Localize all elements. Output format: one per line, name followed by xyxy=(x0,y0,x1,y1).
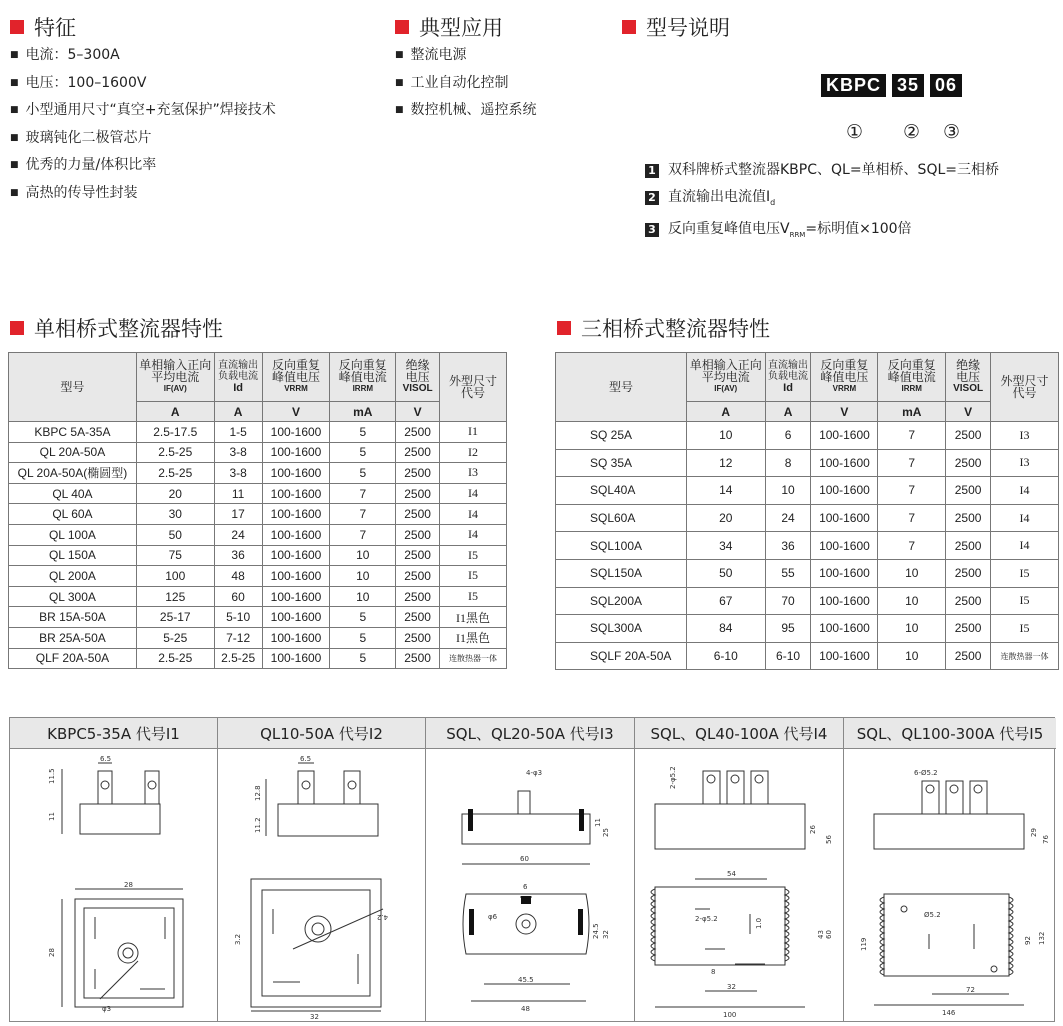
svg-text:φ6: φ6 xyxy=(488,913,498,921)
table-cell: 2500 xyxy=(396,627,440,648)
drawing-i2 xyxy=(218,718,426,1021)
svg-text:11.5: 11.5 xyxy=(48,768,56,784)
drawing-i1-title: KBPC5-35A 代号I1 xyxy=(10,718,217,749)
unit-cell: V xyxy=(811,402,878,422)
svg-text:100: 100 xyxy=(723,1011,737,1019)
table-cell: 5 xyxy=(330,422,396,443)
table-cell: I5 xyxy=(440,545,507,566)
table-cell: 10 xyxy=(330,566,396,587)
table-row xyxy=(9,648,507,669)
model-cell: QL 20A-50A xyxy=(9,442,137,463)
table-cell: 55 xyxy=(765,559,811,587)
table-row xyxy=(556,642,1059,670)
svg-text:28: 28 xyxy=(48,948,56,957)
table-cell: 67 xyxy=(686,587,765,615)
table-cell: 连散热器一体 xyxy=(440,648,507,669)
table-cell: 2500 xyxy=(946,559,991,587)
svg-text:32: 32 xyxy=(727,983,736,991)
table-cell: I1黑色 xyxy=(440,607,507,628)
table-cell: 100-1600 xyxy=(811,559,878,587)
table-row xyxy=(9,566,507,587)
single-phase-title: 单相桥式整流器特性 xyxy=(10,313,223,343)
table-cell: 2500 xyxy=(946,422,991,450)
model-cell: SQL40A xyxy=(556,477,687,505)
table-cell: 100-1600 xyxy=(262,648,330,669)
three-phase-title: 三相桥式整流器特性 xyxy=(557,313,770,343)
model-cell: KBPC 5A-35A xyxy=(9,422,137,443)
svg-text:25: 25 xyxy=(602,828,610,837)
svg-text:Ø5.2: Ø5.2 xyxy=(924,911,941,919)
table-cell: 30 xyxy=(136,504,214,525)
svg-text:3.2: 3.2 xyxy=(234,933,242,945)
table-cell: 8 xyxy=(765,449,811,477)
col-header-model: 型号 xyxy=(9,353,137,422)
svg-text:92: 92 xyxy=(1024,936,1032,945)
model-code xyxy=(821,74,962,97)
drawing-i3 xyxy=(426,718,635,1021)
col-header: 直流输出负载电流 Id xyxy=(214,353,262,402)
table-cell: 34 xyxy=(686,532,765,560)
unit-cell: A xyxy=(765,402,811,422)
table-cell: 100-1600 xyxy=(811,642,878,670)
table-row xyxy=(556,422,1059,450)
table-cell: 7 xyxy=(878,449,946,477)
table-row xyxy=(556,532,1059,560)
unit-cell: V xyxy=(396,402,440,422)
table-cell: 2500 xyxy=(396,442,440,463)
table-cell: 50 xyxy=(686,559,765,587)
red-square-icon xyxy=(622,20,636,34)
table-cell: 2500 xyxy=(946,532,991,560)
table-cell: I3 xyxy=(991,422,1059,450)
table-row xyxy=(9,483,507,504)
table-cell: 2500 xyxy=(946,642,991,670)
table-cell: 2500 xyxy=(946,504,991,532)
svg-text:2-φ5.2: 2-φ5.2 xyxy=(669,766,677,789)
model-cell: QL 40A xyxy=(9,483,137,504)
col-header: 反向重复峰值电压 VRRM xyxy=(811,353,878,402)
svg-text:28: 28 xyxy=(124,881,133,889)
table-cell: 10 xyxy=(878,642,946,670)
list-item: ■ 电压：100–1600V xyxy=(10,71,276,99)
table-cell: 70 xyxy=(765,587,811,615)
table-cell: 10 xyxy=(330,586,396,607)
table-cell: 5 xyxy=(330,627,396,648)
red-square-icon xyxy=(10,20,24,34)
table-cell: I5 xyxy=(991,559,1059,587)
table-cell: 84 xyxy=(686,615,765,643)
drawing-i4-figure xyxy=(635,749,844,1021)
drawing-i2-title: QL10-50A 代号I2 xyxy=(218,718,425,749)
col-header: 反向重复峰值电流 IRRM xyxy=(330,353,396,402)
table-cell: 7 xyxy=(330,524,396,545)
dimension-drawings xyxy=(9,717,1055,1022)
table-row xyxy=(9,607,507,628)
svg-text:8: 8 xyxy=(711,968,716,976)
table-cell: 10 xyxy=(765,477,811,505)
table-cell: 6 xyxy=(765,422,811,450)
col-header: 直流输出负载电流 Id xyxy=(765,353,811,402)
drawing-i5-title: SQL、QL100-300A 代号I5 xyxy=(844,718,1056,749)
model-cell: BR 15A-50A xyxy=(9,607,137,628)
svg-text:43: 43 xyxy=(817,930,825,939)
svg-text:32: 32 xyxy=(602,930,610,939)
table-cell: I4 xyxy=(991,477,1059,505)
svg-text:60: 60 xyxy=(825,930,833,939)
svg-text:1.0: 1.0 xyxy=(755,917,763,929)
model-cell: QL 60A xyxy=(9,504,137,525)
applications-title: 典型应用 xyxy=(395,12,503,42)
unit-cell: A xyxy=(686,402,765,422)
list-item: ■ 工业自动化控制 xyxy=(395,71,537,99)
svg-text:2-φ5.2: 2-φ5.2 xyxy=(695,915,718,923)
red-square-icon xyxy=(395,20,409,34)
table-cell: 100-1600 xyxy=(262,504,330,525)
table-row xyxy=(556,504,1059,532)
unit-cell: V xyxy=(946,402,991,422)
table-cell: 100-1600 xyxy=(262,607,330,628)
explain-line-2: 2 直流输出电流值$I_d$ xyxy=(645,184,999,216)
table-cell: I4 xyxy=(991,504,1059,532)
table-row xyxy=(9,586,507,607)
table-cell: I3 xyxy=(991,449,1059,477)
table-row xyxy=(9,545,507,566)
applications-list xyxy=(395,43,537,126)
single-phase-table xyxy=(8,352,507,669)
table-row xyxy=(556,587,1059,615)
svg-text:60: 60 xyxy=(520,855,529,863)
table-cell: 48 xyxy=(214,566,262,587)
model-cell: QL 20A-50A(椭圆型) xyxy=(9,463,137,484)
svg-text:4-φ3: 4-φ3 xyxy=(526,769,543,777)
table-cell: 75 xyxy=(136,545,214,566)
svg-text:119: 119 xyxy=(860,937,868,951)
svg-text:6.5: 6.5 xyxy=(300,755,312,763)
table-cell: 2500 xyxy=(396,463,440,484)
svg-text:11: 11 xyxy=(48,812,56,821)
model-cell: SQ 25A xyxy=(556,422,687,450)
col-header: 单相输入正向平均电流 IF(AV) xyxy=(136,353,214,402)
table-cell: 10 xyxy=(686,422,765,450)
table-cell: 20 xyxy=(136,483,214,504)
svg-text:132: 132 xyxy=(1038,931,1046,945)
explain-line-3: 3 反向重复峰值电压$V_{RRM}=$标明值×100倍 xyxy=(645,216,999,249)
table-cell: 10 xyxy=(878,559,946,587)
list-item: ■ 优秀的力量/体积比率 xyxy=(10,153,276,181)
table-cell: I5 xyxy=(991,615,1059,643)
table-row xyxy=(9,524,507,545)
drawing-i3-figure xyxy=(426,749,635,1021)
svg-text:4.2: 4.2 xyxy=(376,913,388,921)
model-code-series: KBPC xyxy=(821,74,886,97)
table-cell: 20 xyxy=(686,504,765,532)
table-cell: 100-1600 xyxy=(811,532,878,560)
table-row xyxy=(9,627,507,648)
svg-text:146: 146 xyxy=(942,1009,956,1017)
svg-text:12.8: 12.8 xyxy=(254,785,262,801)
model-cell: QLF 20A-50A xyxy=(9,648,137,669)
red-square-icon xyxy=(10,321,24,335)
table-row xyxy=(9,504,507,525)
table-cell: 60 xyxy=(214,586,262,607)
drawing-i4 xyxy=(635,718,844,1021)
svg-text:6: 6 xyxy=(523,883,528,891)
table-row xyxy=(556,449,1059,477)
table-cell: 6-10 xyxy=(686,642,765,670)
table-cell: 7-12 xyxy=(214,627,262,648)
table-cell: 100-1600 xyxy=(262,545,330,566)
model-cell: SQLF 20A-50A xyxy=(556,642,687,670)
list-item: ■ 电流：5–300A xyxy=(10,43,276,71)
table-cell: 125 xyxy=(136,586,214,607)
drawing-i3-title: SQL、QL20-50A 代号I3 xyxy=(426,718,634,749)
model-code-voltage: 06 xyxy=(930,74,962,97)
table-cell: 100-1600 xyxy=(811,587,878,615)
table-cell: 100-1600 xyxy=(262,442,330,463)
table-cell: 100-1600 xyxy=(262,524,330,545)
svg-text:6.5: 6.5 xyxy=(100,755,112,763)
table-cell: 2500 xyxy=(396,524,440,545)
table-cell: 2.5-25 xyxy=(136,463,214,484)
col-header-model: 型号 xyxy=(556,353,687,422)
col-header: 反向重复峰值电流 IRRM xyxy=(878,353,946,402)
table-cell: 12 xyxy=(686,449,765,477)
table-cell: 24 xyxy=(214,524,262,545)
table-cell: 2.5-25 xyxy=(136,442,214,463)
svg-text:11: 11 xyxy=(594,818,602,827)
drawing-i1 xyxy=(10,718,218,1021)
model-cell: QL 100A xyxy=(9,524,137,545)
table-cell: I1 xyxy=(440,422,507,443)
table-cell: 11 xyxy=(214,483,262,504)
list-item: ■ 小型通用尺寸“真空+充氢保护”焊接技术 xyxy=(10,98,276,126)
table-cell: 2500 xyxy=(396,586,440,607)
svg-text:11.2: 11.2 xyxy=(254,817,262,833)
three-phase-table xyxy=(555,352,1059,670)
table-cell: 7 xyxy=(878,422,946,450)
table-cell: 3-8 xyxy=(214,442,262,463)
list-item: ■ 高热的传导性封装 xyxy=(10,181,276,209)
table-cell: 100-1600 xyxy=(262,483,330,504)
table-cell: 100-1600 xyxy=(262,627,330,648)
table-cell: 100-1600 xyxy=(811,422,878,450)
table-cell: I4 xyxy=(440,483,507,504)
model-cell: SQL100A xyxy=(556,532,687,560)
table-cell: I3 xyxy=(440,463,507,484)
table-cell: I4 xyxy=(440,504,507,525)
table-row xyxy=(556,559,1059,587)
col-header: 外型尺寸代号 xyxy=(440,353,507,422)
svg-text:45.5: 45.5 xyxy=(518,976,534,984)
red-square-icon xyxy=(557,321,571,335)
svg-text:φ3: φ3 xyxy=(102,1005,112,1013)
model-explanation xyxy=(645,157,999,249)
table-cell: 2.5-25 xyxy=(136,648,214,669)
table-cell: 100-1600 xyxy=(262,566,330,587)
unit-cell: mA xyxy=(330,402,396,422)
table-cell: 10 xyxy=(878,587,946,615)
table-cell: 100-1600 xyxy=(262,586,330,607)
explain-line-1: 1 双科牌桥式整流器KBPC、QL=单相桥、SQL=三相桥 xyxy=(645,157,999,184)
table-cell: 2500 xyxy=(946,449,991,477)
list-item: ■ 数控机械、遥控系统 xyxy=(395,98,537,126)
table-cell: 2500 xyxy=(396,545,440,566)
table-cell: 25-17 xyxy=(136,607,214,628)
table-cell: 7 xyxy=(330,483,396,504)
table-cell: 100-1600 xyxy=(262,463,330,484)
table-cell: 5 xyxy=(330,607,396,628)
col-header: 外型尺寸代号 xyxy=(991,353,1059,422)
model-cell: QL 300A xyxy=(9,586,137,607)
model-desc-title: 型号说明 xyxy=(622,12,730,42)
table-cell: 2500 xyxy=(396,422,440,443)
table-cell: 1-5 xyxy=(214,422,262,443)
marker-3: ③ xyxy=(943,121,961,143)
table-cell: 2500 xyxy=(396,483,440,504)
list-item: ■ 整流电源 xyxy=(395,43,537,71)
svg-text:32: 32 xyxy=(310,1013,319,1021)
unit-cell: A xyxy=(136,402,214,422)
svg-text:24.5: 24.5 xyxy=(592,923,600,939)
table-cell: 2500 xyxy=(396,566,440,587)
model-cell: SQL300A xyxy=(556,615,687,643)
svg-text:76: 76 xyxy=(1042,835,1050,844)
model-cell: SQL150A xyxy=(556,559,687,587)
table-cell: 连散热器一体 xyxy=(991,642,1059,670)
table-cell: 100-1600 xyxy=(811,504,878,532)
table-cell: 100-1600 xyxy=(811,449,878,477)
table-cell: 7 xyxy=(878,477,946,505)
table-cell: 6-10 xyxy=(765,642,811,670)
table-row xyxy=(9,463,507,484)
svg-text:29: 29 xyxy=(1030,828,1038,837)
table-cell: 7 xyxy=(330,504,396,525)
table-cell: 5 xyxy=(330,648,396,669)
table-cell: 24 xyxy=(765,504,811,532)
table-cell: 7 xyxy=(878,504,946,532)
table-cell: 7 xyxy=(878,532,946,560)
table-cell: 2.5-17.5 xyxy=(136,422,214,443)
col-header: 绝缘电压 VISOL xyxy=(396,353,440,402)
table-cell: 5 xyxy=(330,442,396,463)
table-cell: 100-1600 xyxy=(811,615,878,643)
table-cell: 10 xyxy=(330,545,396,566)
table-cell: 95 xyxy=(765,615,811,643)
table-cell: 10 xyxy=(878,615,946,643)
table-cell: 2500 xyxy=(946,477,991,505)
marker-1: ① xyxy=(846,121,864,143)
model-cell: BR 25A-50A xyxy=(9,627,137,648)
table-cell: 5-25 xyxy=(136,627,214,648)
table-cell: 2500 xyxy=(396,648,440,669)
table-cell: 100-1600 xyxy=(262,422,330,443)
table-cell: 2500 xyxy=(946,587,991,615)
drawing-i1-figure xyxy=(10,749,218,1021)
model-code-current: 35 xyxy=(892,74,924,97)
table-row xyxy=(9,442,507,463)
model-cell: SQL60A xyxy=(556,504,687,532)
table-cell: I5 xyxy=(440,586,507,607)
table-cell: I5 xyxy=(440,566,507,587)
col-header: 单相输入正向平均电流 IF(AV) xyxy=(686,353,765,402)
table-cell: I4 xyxy=(440,524,507,545)
table-cell: I4 xyxy=(991,532,1059,560)
table-cell: 36 xyxy=(214,545,262,566)
table-cell: 5 xyxy=(330,463,396,484)
table-cell: 5-10 xyxy=(214,607,262,628)
table-row xyxy=(9,422,507,443)
table-cell: 100-1600 xyxy=(811,477,878,505)
drawing-i5-figure xyxy=(844,749,1056,1021)
model-cell: QL 150A xyxy=(9,545,137,566)
model-cell: QL 200A xyxy=(9,566,137,587)
table-cell: 50 xyxy=(136,524,214,545)
table-cell: I1黑色 xyxy=(440,627,507,648)
table-cell: 2.5-25 xyxy=(214,648,262,669)
model-cell: SQ 35A xyxy=(556,449,687,477)
list-item: ■ 玻璃钝化二极管芯片 xyxy=(10,126,276,154)
table-cell: 100 xyxy=(136,566,214,587)
table-cell: I2 xyxy=(440,442,507,463)
unit-cell: A xyxy=(214,402,262,422)
table-cell: 2500 xyxy=(396,504,440,525)
unit-cell: V xyxy=(262,402,330,422)
table-cell: 2500 xyxy=(946,615,991,643)
table-cell: 14 xyxy=(686,477,765,505)
drawing-i5 xyxy=(844,718,1056,1021)
table-cell: 2500 xyxy=(396,607,440,628)
features-title: 特征 xyxy=(10,12,76,42)
svg-text:56: 56 xyxy=(825,835,833,844)
unit-cell: mA xyxy=(878,402,946,422)
drawing-i2-figure xyxy=(218,749,426,1021)
col-header: 反向重复峰值电压 VRRM xyxy=(262,353,330,402)
svg-text:54: 54 xyxy=(727,870,736,878)
svg-text:72: 72 xyxy=(966,986,975,994)
drawing-i4-title: SQL、QL40-100A 代号I4 xyxy=(635,718,843,749)
features-list xyxy=(10,43,276,208)
table-cell: I5 xyxy=(991,587,1059,615)
svg-text:6-Ø5.2: 6-Ø5.2 xyxy=(914,769,938,777)
svg-text:48: 48 xyxy=(521,1005,530,1013)
table-cell: 17 xyxy=(214,504,262,525)
marker-2: ② xyxy=(903,121,921,143)
col-header: 绝缘电压 VISOL xyxy=(946,353,991,402)
table-row xyxy=(556,477,1059,505)
table-cell: 3-8 xyxy=(214,463,262,484)
table-cell: 36 xyxy=(765,532,811,560)
model-cell: SQL200A xyxy=(556,587,687,615)
svg-text:26: 26 xyxy=(809,825,817,834)
table-row xyxy=(556,615,1059,643)
